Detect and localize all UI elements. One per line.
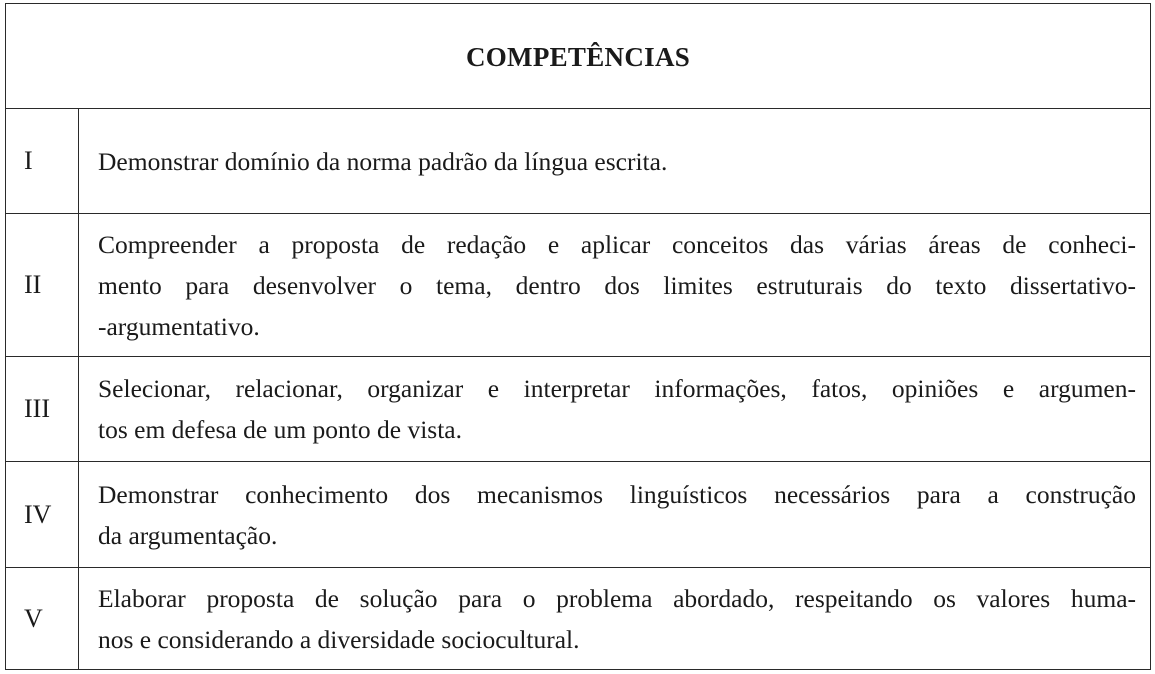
table-row-v: [6, 568, 1150, 669]
description-line: -argumentativo.: [98, 311, 260, 341]
description-line: tos em defesa de um ponto de vista.: [98, 415, 462, 444]
row-number: I: [6, 109, 79, 213]
row-number: IV: [6, 462, 79, 567]
description-line: Selecionar, relacionar, organizar e interpretar informações, fatos, opiniões e argumen-: [98, 374, 1136, 403]
description-line: Elaborar proposta de solução para o problema abordado, respeitando os valores huma-: [98, 583, 1136, 613]
row-description: [79, 462, 1150, 567]
description-line: Compreender a proposta de redação e aplicar conceitos das várias áreas de conheci-: [98, 229, 1136, 259]
table-row-i: [6, 109, 1150, 214]
table-header: [6, 4, 1150, 109]
row-description: [79, 214, 1150, 356]
description-line: nos e considerando a diversidade sociocultural.: [98, 624, 580, 654]
description-line: Demonstrar domínio da norma padrão da língua escrita.: [98, 146, 668, 176]
description-line: Demonstrar conhecimento dos mecanismos linguísticos necessários para a construção: [98, 479, 1136, 509]
row-number: V: [6, 568, 79, 669]
competencias-table: [5, 3, 1151, 670]
row-number: III: [6, 357, 79, 461]
description-line: mento para desenvolver o tema, dentro dos limites estruturais do texto dissertativo-: [98, 270, 1136, 300]
row-number: II: [6, 214, 79, 356]
row-description: [79, 109, 1150, 213]
row-description: [79, 568, 1150, 669]
row-description: [79, 357, 1150, 461]
table-row-ii: [6, 214, 1150, 357]
table-row-iv: [6, 462, 1150, 568]
description-line: da argumentação.: [98, 520, 278, 550]
table-title: COMPETÊNCIAS: [465, 42, 691, 72]
table-row-iii: [6, 357, 1150, 462]
